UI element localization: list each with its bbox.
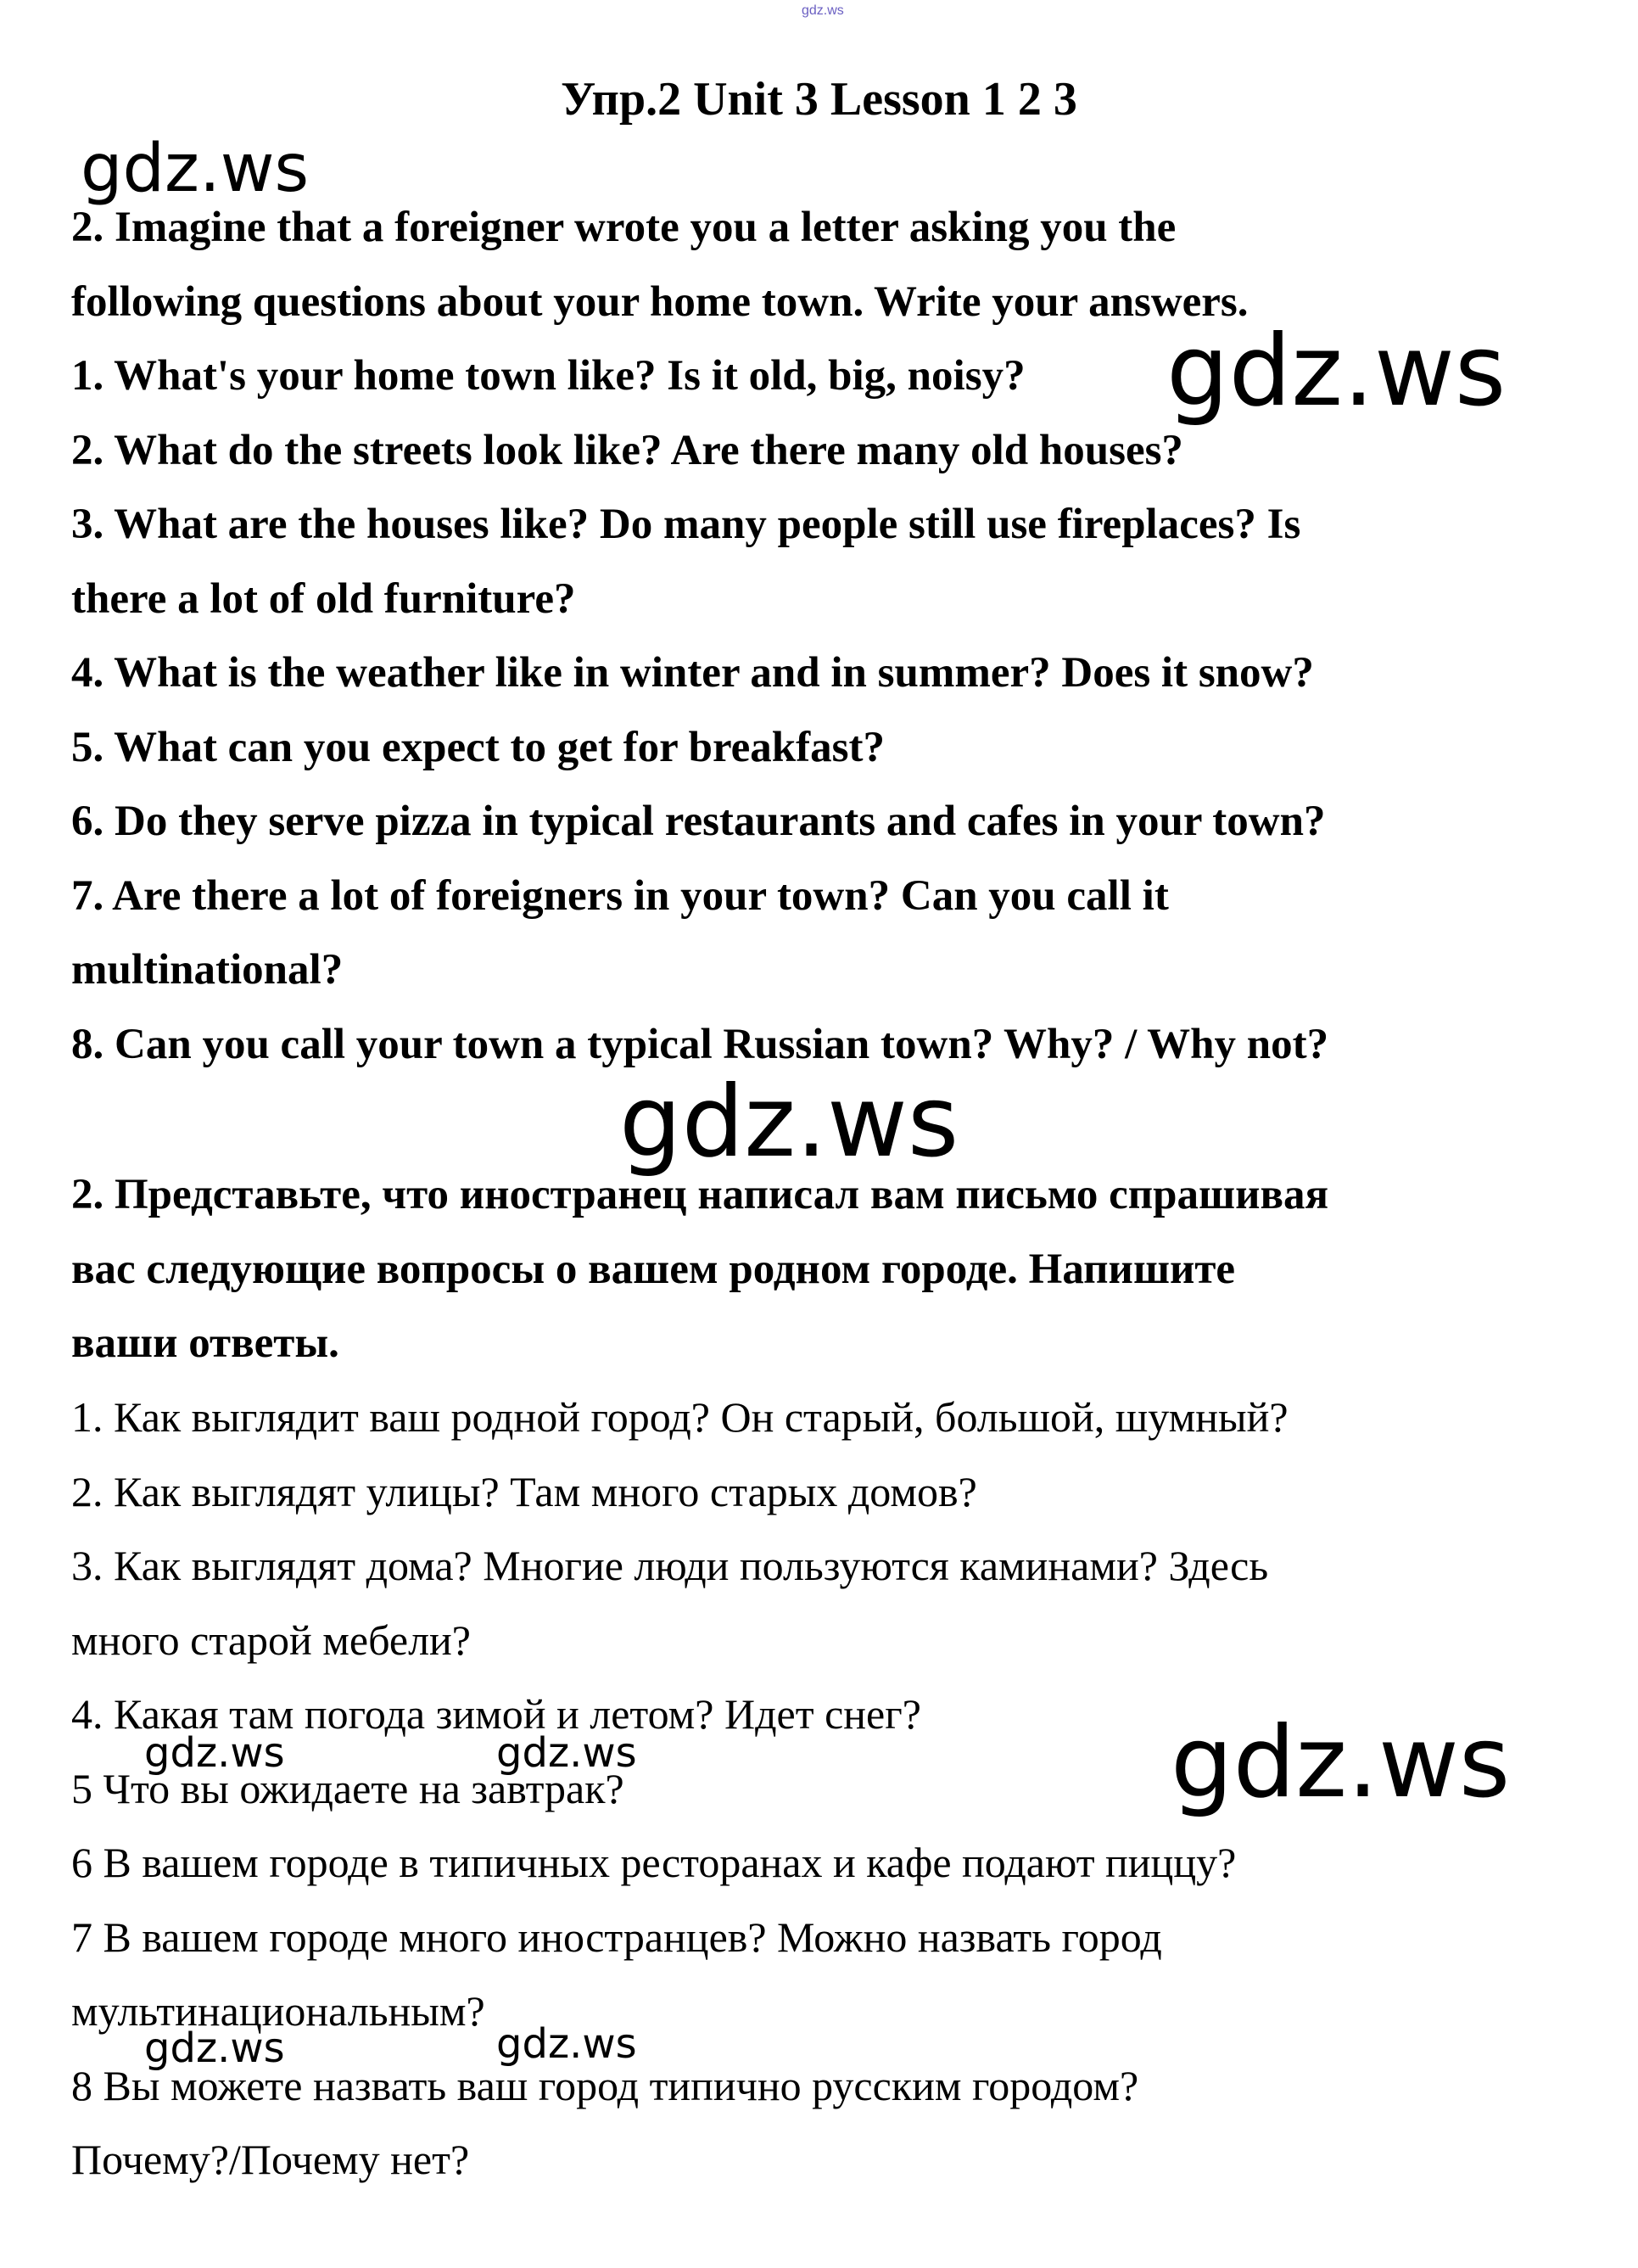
- english-question: 7. Are there a lot of foreigners in your town? Can you call it: [71, 871, 1169, 920]
- english-question: 3. What are the houses like? Do many people still use fireplaces? Is: [71, 501, 1301, 548]
- watermark: gdz.ws: [1166, 314, 1507, 428]
- english-question: there a lot of old furniture?: [71, 574, 576, 623]
- russian-question: 4. Какая там погода зимой и летом? Идет снег?: [71, 1690, 921, 1738]
- english-question: 6. Do they serve pizza in typical restaurants and cafes in your town?: [71, 798, 1326, 845]
- english-task-line: following questions about your home town. Write your answers.: [71, 277, 1249, 326]
- english-question: 5. What can you expect to get for breakfast?: [71, 723, 885, 771]
- russian-question: мультинациональным?: [71, 1987, 485, 2035]
- english-questions: [71, 339, 1598, 1082]
- russian-task: [71, 1158, 1598, 1381]
- russian-question: 3. Как выглядят дома? Многие люди пользуются каминами? Здесь: [71, 1542, 1269, 1589]
- watermark: gdz.ws: [496, 1729, 637, 1777]
- watermark: gdz.ws: [144, 1729, 285, 1777]
- english-question: 8. Can you call your town a typical Russian town? Why? / Why not?: [71, 1020, 1329, 1068]
- page-title: Упр.2 Unit 3 Lesson 1 2 3: [561, 73, 1077, 126]
- watermark: gdz.ws: [81, 131, 310, 207]
- russian-task-line: вас следующие вопросы о вашем родном городе. Напишите: [71, 1245, 1236, 1293]
- russian-question: 7 В вашем городе много иностранцев? Можно назвать город: [71, 1912, 1162, 1961]
- english-task-line: 2. Imagine that a foreigner wrote you a letter asking you the: [71, 204, 1177, 251]
- english-question: multinational?: [71, 946, 344, 994]
- russian-question: 2. Как выглядят улицы? Там много старых домов?: [71, 1467, 977, 1515]
- watermark: gdz.ws: [144, 2024, 285, 2072]
- english-question: 4. What is the weather like in winter and in summer? Does it snow?: [71, 649, 1314, 697]
- russian-question: 5 Что вы ожидаете на завтрак?: [71, 1764, 624, 1812]
- russian-question: 8 Вы можете назвать ваш город типично русским городом?: [71, 2061, 1139, 2109]
- watermark: gdz.ws: [1171, 1705, 1511, 1820]
- english-question: 1. What's your home town like? Is it old, big, noisy?: [71, 352, 1026, 400]
- russian-question: Почему?/Почему нет?: [71, 2136, 470, 2183]
- top-watermark: gdz.ws: [802, 3, 844, 18]
- russian-question: 6 В вашем городе в типичных ресторанах и кафе подают пиццу?: [71, 1839, 1237, 1886]
- russian-question: 1. Как выглядит ваш родной город? Он старый, большой, шумный?: [71, 1393, 1289, 1441]
- english-question: 2. What do the streets look like? Are there many old houses?: [71, 426, 1183, 474]
- watermark: gdz.ws: [496, 2020, 637, 2068]
- russian-question: много старой мебели?: [71, 1616, 471, 1664]
- russian-task-line: 2. Представьте, что иностранец написал вам письмо спрашивая: [71, 1171, 1329, 1218]
- watermark: gdz.ws: [619, 1065, 959, 1179]
- russian-task-line: ваши ответы.: [71, 1319, 339, 1367]
